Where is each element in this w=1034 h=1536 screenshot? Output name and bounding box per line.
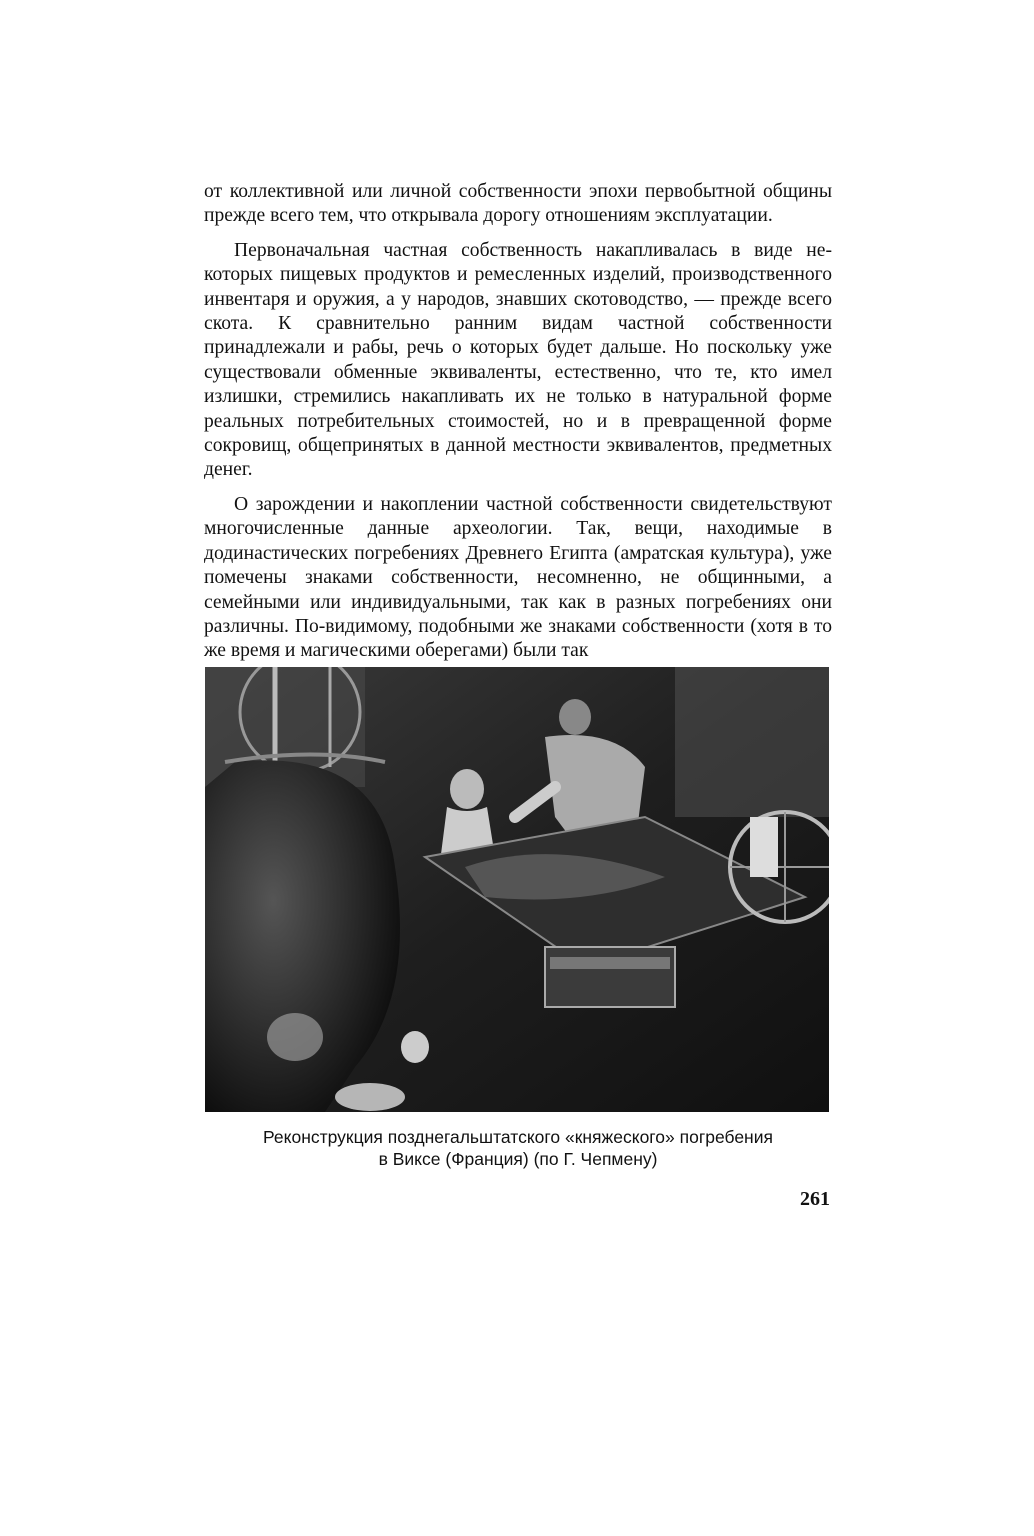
body-text <box>204 180 832 674</box>
page-number: 261 <box>800 1188 830 1210</box>
burial-scene-image <box>205 667 829 1112</box>
caption-line-2: в Виксе (Франция) (по Г. Чепмену) <box>378 1149 658 1169</box>
paragraph-archaeology: О зарождении и накоплении частной собственности свидетельствуют многочисленные данные археологии. Так, вещи, находимые в додинастических погребениях Древнего Египта (амратская культура), уже помечены знаками собственности, несомненно, не общинными, а семейными или индивидуальными, так как в разных погребениях они различны. По-видимому, подобными же знаками собственности (хотя в то же время и магическими оберегами) были так <box>204 493 832 662</box>
figure-caption <box>204 1126 832 1170</box>
reconstruction-illustration <box>205 667 829 1112</box>
paragraph-private-property: Первоначальная частная собственность накапливалась в виде некоторых пищевых продуктов и ремесленных изделий, производственного инвентаря и оружия, а у народов, знавших скотоводство, — прежде всего скота. К сравнительно ранним видам частной собственности принадлежали и рабы, речь о которых будет дальше. Но поскольку уже существовали обменные эквиваленты, естественно, что те, кто имел излишки, стремились накапливать их не только в натуральной форме реальных потребительных стоимостей, но и в превращенной форме сокровищ, общепринятых в данной местности эквивалентов, предметных денег. <box>204 239 832 481</box>
paragraph-continuation: от коллективной или личной собственности эпохи первобытной общины прежде всего тем, что открывала дорогу отношениям эксплуатации. <box>204 181 832 227</box>
caption-line-1: Реконструкция позднегальштатского «княжеского» погребения <box>263 1127 773 1147</box>
